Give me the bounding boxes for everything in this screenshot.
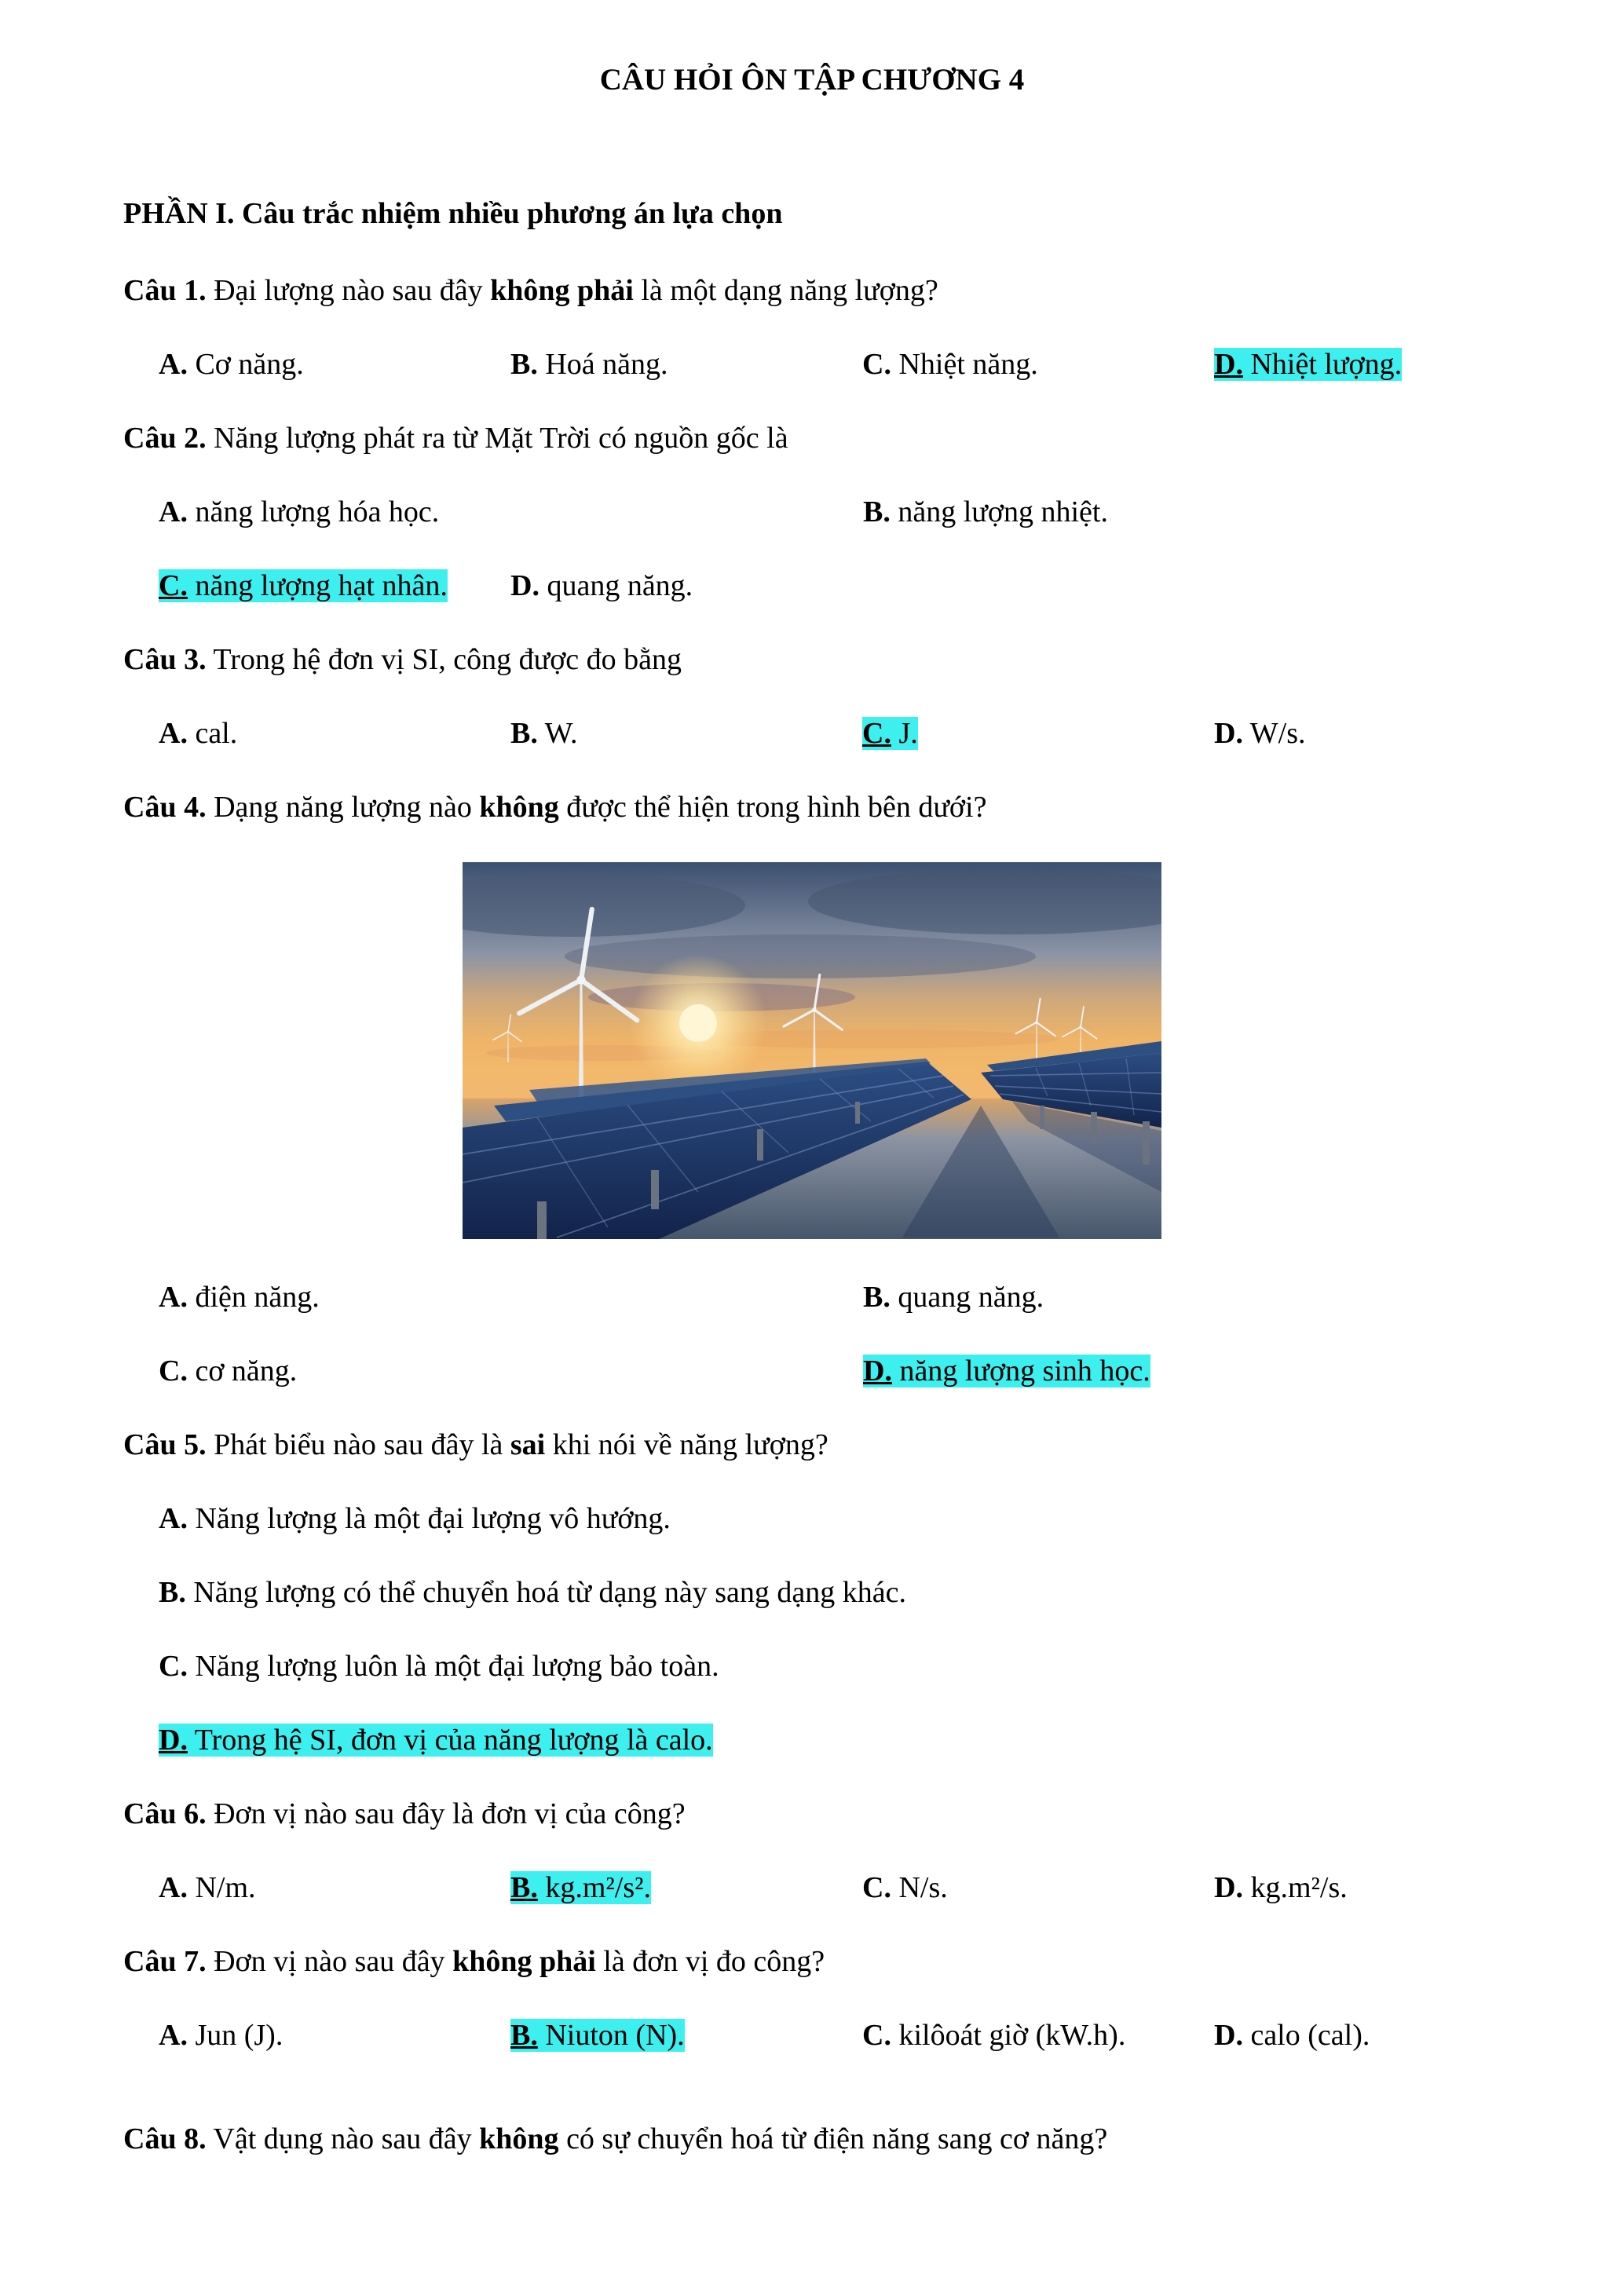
- option-text: năng lượng nhiệt.: [890, 495, 1108, 528]
- question-7-bold: không phải: [452, 1945, 596, 1978]
- option-letter: A.: [159, 2019, 188, 2052]
- question-5-option-b: [123, 1574, 1501, 1611]
- support-post: [651, 1170, 659, 1209]
- option-text: N/s.: [891, 1871, 948, 1904]
- option-letter: B.: [159, 1576, 186, 1609]
- answer-highlight: [863, 1355, 1150, 1387]
- question-1-bold: không phải: [490, 274, 634, 307]
- support-post: [537, 1201, 547, 1239]
- question-2-option-c: [159, 567, 510, 605]
- answer-highlight: [159, 569, 448, 602]
- question-5-number: Câu 5.: [123, 1428, 207, 1461]
- option-text: Hoá năng.: [537, 348, 668, 381]
- option-text: Niuton (N).: [537, 2019, 685, 2052]
- question-4-number: Câu 4.: [123, 791, 207, 824]
- question-4-option-c: [159, 1352, 863, 1390]
- question-6-option-a: [159, 1869, 510, 1907]
- option-letter: B.: [510, 1871, 538, 1904]
- option-letter: A.: [159, 717, 188, 750]
- option-letter: A.: [159, 348, 188, 381]
- question-2-option-a: [159, 493, 863, 531]
- option-letter: B.: [510, 2019, 538, 2052]
- option-letter: D.: [1214, 1871, 1243, 1904]
- question-3-option-d: [1214, 715, 1305, 752]
- option-text: J.: [891, 717, 918, 750]
- question-3-text: [123, 641, 1501, 678]
- option-letter: A.: [159, 495, 188, 528]
- option-letter: A.: [159, 1281, 188, 1314]
- option-letter: C.: [862, 1871, 891, 1904]
- question-7-option-c: [862, 2016, 1214, 2054]
- question-6-pre: Đơn vị nào sau đây là đơn vị của công?: [206, 1797, 686, 1830]
- option-text: kg.m²/s².: [537, 1871, 652, 1904]
- question-3-number: Câu 3.: [123, 643, 207, 676]
- page-title: CÂU HỎI ÔN TẬP CHƯƠNG 4: [599, 63, 1025, 97]
- option-text: quang năng.: [539, 569, 693, 602]
- question-3-option-b: [510, 715, 862, 752]
- question-5-post: khi nói về năng lượng?: [545, 1428, 828, 1461]
- option-text: calo (cal).: [1242, 2019, 1370, 2052]
- question-3-options: [123, 715, 1501, 752]
- option-letter: A.: [159, 1871, 188, 1904]
- question-3-pre: Trong hệ đơn vị SI, công được đo bằng: [206, 643, 682, 676]
- question-4-figure: [123, 862, 1501, 1239]
- question-4-option-d: [863, 1352, 1150, 1390]
- option-text: kilôoát giờ (kW.h).: [891, 2019, 1126, 2052]
- option-letter: C.: [159, 569, 188, 602]
- question-7-option-b: [510, 2016, 862, 2054]
- option-text: điện năng.: [187, 1281, 320, 1314]
- question-2-text: [123, 419, 1501, 457]
- option-letter: D.: [1214, 2019, 1243, 2052]
- question-1-option-d: [1214, 345, 1402, 383]
- answer-highlight: [862, 717, 918, 750]
- question-4-option-a: [159, 1278, 863, 1316]
- question-3-option-c: [862, 715, 1214, 752]
- question-1-option-a: [159, 345, 510, 383]
- option-letter: C.: [862, 717, 891, 750]
- question-8-number: Câu 8.: [123, 2122, 207, 2155]
- option-letter: D.: [863, 1355, 892, 1387]
- question-3-option-a: [159, 715, 510, 752]
- question-2-options-row-2: [123, 567, 1501, 605]
- question-4-options-row-1: [123, 1278, 1501, 1316]
- option-letter: C.: [862, 348, 891, 381]
- option-text: Năng lượng luôn là một đại lượng bảo toàn.: [187, 1650, 719, 1683]
- support-post: [855, 1102, 860, 1124]
- answer-highlight: [510, 1871, 651, 1904]
- option-text: Năng lượng là một đại lượng vô hướng.: [187, 1502, 671, 1535]
- cloud: [565, 934, 1036, 978]
- option-text: năng lượng hạt nhân.: [187, 569, 448, 602]
- answer-highlight: [159, 1724, 713, 1757]
- option-letter: B.: [510, 717, 538, 750]
- question-1-pre: Đại lượng nào sau đây: [206, 274, 491, 307]
- question-7-pre: Đơn vị nào sau đây: [206, 1945, 453, 1978]
- question-7-post: là đơn vị đo công?: [595, 1945, 825, 1978]
- question-4-pre: Dạng năng lượng nào: [206, 791, 480, 824]
- question-6-option-d: [1214, 1869, 1348, 1907]
- question-4-option-b: [863, 1278, 1044, 1316]
- question-5-text: [123, 1426, 1501, 1464]
- support-post: [1143, 1121, 1150, 1164]
- option-text: quang năng.: [890, 1281, 1044, 1314]
- question-2-option-d: [510, 567, 693, 605]
- question-1-options: [123, 345, 1501, 383]
- section-heading: PHẦN I. Câu trắc nhiệm nhiều phương án lựa chọn: [123, 197, 783, 230]
- question-6-number: Câu 6.: [123, 1797, 207, 1830]
- option-text: cal.: [187, 717, 238, 750]
- question-8-post: có sự chuyển hoá từ điện năng sang cơ năng?: [558, 2122, 1108, 2155]
- question-2-options-row-1: [123, 493, 1501, 531]
- question-7-options: [123, 2016, 1501, 2054]
- option-letter: D.: [1214, 348, 1243, 381]
- support-post: [1091, 1112, 1097, 1143]
- question-7-text: [123, 1943, 1501, 1980]
- question-2-pre: Năng lượng phát ra từ Mặt Trời có nguồn gốc là: [206, 422, 788, 455]
- question-5-option-c: [123, 1647, 1501, 1685]
- question-5-pre: Phát biểu nào sau đây là: [206, 1428, 510, 1461]
- option-letter: A.: [159, 1502, 188, 1535]
- question-2-number: Câu 2.: [123, 422, 207, 455]
- question-2-option-b: [863, 493, 1108, 531]
- option-text: Trong hệ SI, đơn vị của năng lượng là calo.: [187, 1724, 713, 1757]
- option-text: Nhiệt năng.: [891, 348, 1038, 381]
- option-text: cơ năng.: [187, 1355, 298, 1387]
- support-post: [1040, 1106, 1044, 1129]
- question-7-option-d: [1214, 2016, 1370, 2054]
- option-text: kg.m²/s.: [1242, 1871, 1348, 1904]
- support-post: [757, 1129, 763, 1161]
- option-text: Năng lượng có thể chuyển hoá từ dạng này sang dạng khác.: [185, 1576, 906, 1609]
- question-5-bold: sai: [510, 1428, 546, 1461]
- question-1-text: [123, 272, 1501, 309]
- option-text: Nhiệt lượng.: [1242, 348, 1403, 381]
- option-text: W/s.: [1242, 717, 1306, 750]
- question-1-number: Câu 1.: [123, 274, 207, 307]
- question-7-option-a: [159, 2016, 510, 2054]
- answer-highlight: [1214, 348, 1402, 381]
- option-letter: B.: [510, 348, 538, 381]
- question-4-text: [123, 788, 1501, 826]
- question-1-option-b: [510, 345, 862, 383]
- option-letter: B.: [863, 495, 891, 528]
- question-7-number: Câu 7.: [123, 1945, 207, 1978]
- answer-highlight: [510, 2019, 685, 2052]
- question-4-post: được thể hiện trong hình bên dưới?: [558, 791, 987, 824]
- question-4-options-row-2: [123, 1352, 1501, 1390]
- option-text: W.: [537, 717, 578, 750]
- question-5-option-d: [123, 1721, 1501, 1759]
- question-1-post: là một dạng năng lượng?: [633, 274, 938, 307]
- option-letter: D.: [1214, 717, 1243, 750]
- option-letter: D.: [510, 569, 540, 602]
- option-letter: B.: [863, 1281, 891, 1314]
- question-6-text: [123, 1795, 1501, 1833]
- option-text: năng lượng sinh học.: [891, 1355, 1150, 1387]
- question-5-option-a: [123, 1500, 1501, 1537]
- question-6-option-b: [510, 1869, 862, 1907]
- option-text: Cơ năng.: [187, 348, 304, 381]
- option-letter: C.: [159, 1355, 188, 1387]
- option-text: Jun (J).: [187, 2019, 283, 2052]
- question-8-bold: không: [479, 2122, 559, 2155]
- solar-wind-farm-photo: [463, 862, 1161, 1239]
- question-8-pre: Vật dụng nào sau đây: [206, 2122, 480, 2155]
- option-text: N/m.: [187, 1871, 256, 1904]
- question-1-option-c: [862, 345, 1214, 383]
- question-8-text: [123, 2120, 1501, 2158]
- question-6-options: [123, 1869, 1501, 1907]
- question-6-option-c: [862, 1869, 1214, 1907]
- question-4-bold: không: [479, 791, 559, 824]
- option-letter: C.: [159, 1650, 188, 1683]
- sun: [679, 1004, 717, 1042]
- option-letter: C.: [862, 2019, 891, 2052]
- option-letter: D.: [159, 1724, 188, 1757]
- option-text: năng lượng hóa học.: [187, 495, 440, 528]
